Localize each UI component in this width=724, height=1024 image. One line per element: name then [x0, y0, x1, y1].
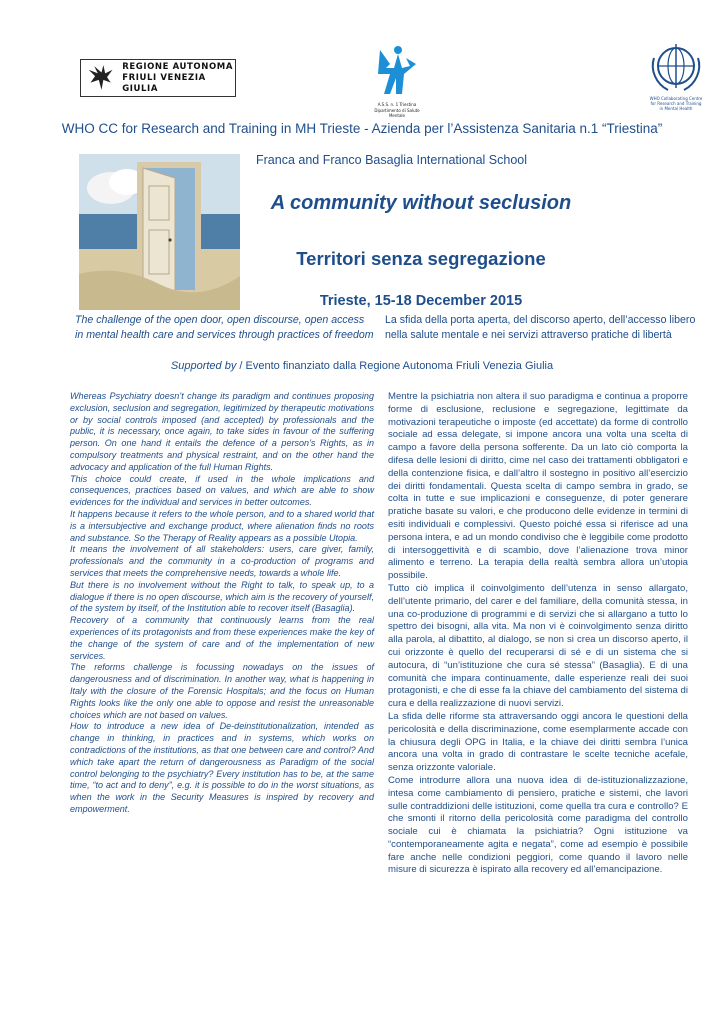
logo-right-caption-2: for Research and Training [650, 101, 702, 106]
supported-by-label: Supported by [170, 360, 237, 372]
who-logo [648, 40, 704, 120]
paragraph-en: The reforms challenge is focussing nowadays on the issues of dangerousness and of discrimination. In another way, what is happening in Italy with the closure of the Forensic Hospitals; and the focus on Human Rights looks like the only one able to oppose and resist the unreasonable choices which are not based on values. [70, 662, 374, 720]
logo-right-caption-3: in Mental Health [659, 106, 693, 111]
paragraph-it: Come introdurre allora una nuova idea di de-istituzionalizzazione, intesa come cambiamento di pensiero, pratiche e sistemi, che lavori sulle contraddizioni delle istituzioni, come quella tra cura e controllo? E che smonti il ritorno della pericolosità come paradigma del controllo sociale cui è chiamata la psichiatria? Ogni istituzione va “contemporaneamente agita e negata”, come ad esempio è possibile fare anche nelle condizioni peggiori, come quando il lavoro nelle misure di sicurezza è ispirato alla recovery ed all’emancipazione. [388, 774, 688, 876]
painting-image [79, 154, 240, 310]
subtitle-en: The challenge of the open door, open discourse, open access in mental health care and services through practices of freedom [75, 314, 374, 341]
body-column-it [388, 391, 688, 877]
who-emblem-icon [648, 40, 704, 94]
paragraph-en: It happens because it refers to the whole person, and to a shared world that is a intersubjective and exchange product, where alienation finds no roots and substance. So the Therapy of Reality appears as a possible Utopia. [70, 508, 374, 543]
regione-fvg-logo [80, 59, 236, 97]
logo-center-caption-2: Dipartimento di Salute Mentale [374, 108, 420, 118]
open-door-painting [79, 154, 240, 310]
event-title-en: A community without seclusion [270, 192, 572, 214]
eagle-icon [85, 61, 116, 95]
logo-center-caption-1: A.S.S. n. 1 Triestina [377, 102, 417, 107]
institution-header: WHO CC for Research and Training in MH Trieste - Azienda per l’Assistenza Sanitaria n.1 “Triestina” [61, 121, 663, 136]
supported-by-text: / Evento finanziato dalla Regione Autonoma Friuli Venezia Giulia [236, 360, 554, 372]
logo-left-line-1: REGIONE AUTONOMA [122, 61, 234, 72]
paragraph-en: Whereas Psychiatry doesn’t change its paradigm and continues proposing exclusion, seclusion and segregation, legitimized by therapeutic motivations or by social controls imposed (and accepted) by professionals and the public, it is necessary, once again, to take sides in favour of the suffering person. On one hand it entails the defence of a person’s Rights, as in compulsory treatments and physical restraint, and on the other hand the advocacy and application of the full Human Rights. [70, 391, 374, 472]
logo-right-caption-1: WHO Collaborating Centre [649, 96, 703, 101]
paragraph-it: La sfida delle riforme sta attraversando oggi ancora le questioni della pericolosità e della discriminazione, come esemplarmente accade con la chiusura degli OPG in Italia, e la chiave dei diritti sembra l’unica ancora una volta in grado di contrastare le scelte tecniche acefale, senza orizzonte valoriale. [388, 710, 688, 774]
paragraph-en: Recovery of a community that continuously learns from the real experiences of its protagonists and from these experiences make the key of the change of the system of care and of the implementation of new services. [70, 615, 374, 661]
paragraph-en: How to introduce a new idea of De-deinstitutionalization, intended as change in thinking, in practices and in systems, which works on contradictions of the institutions, as that one between care and control? And which take apart the return of dangerousness as Paradigm of the social control belonging to the psychiatry? Every institution has to be, at the same time, “to act and to deny”, e.g. it is possible to do in the worst situations, as when the work in the Security Measures is inspired by recovery and empowerment. [70, 721, 374, 814]
paragraph-en: But there is no involvement without the Right to talk, to speak up, to a dialogue if there is no open discourse, which aim is the recovery of yourself, of the system by itself, of the Institution able to recover itself (Basaglia). [70, 579, 374, 614]
paragraph-en: This choice could create, if used in the whole implications and consequences, practices based on values, and which are able to show evidences for the individual and services in better outcomes. [70, 473, 374, 508]
school-name: Franca and Franco Basaglia International School [256, 153, 527, 167]
running-figure-icon [366, 44, 428, 100]
event-title-it: Territori senza segregazione [296, 248, 546, 269]
supported-by-line [0, 360, 724, 372]
paragraph-it: Mentre la psichiatria non altera il suo paradigma e continua a proporre forme di esclusione, reclusione e segregazione, legittimate da motivazioni terapeutiche o imposte (ed accettate) da forme di controllo sociale ad essa delegate, si impone ancora una volta una scelta di campo a favore della persona sofferente. Da un lato ciò comporta la difesa delle lesioni di diritto, cime nel caso dei trattamenti obbligatori e della contenzione fisica, e dall’altro il sostegno in positivo all’esercizio dei diritti fondamentali. Questa scelta di campo sembra in grado, se colta in tutte e sue implicazioni e conseguenze, di poter generare pratiche basate su valori, e che producono delle evidenze in termini di esiti individuali e complessivi. Questo poiché essa si riferisce ad una persona intera, e ad un mondo condiviso che è leggibile come prodotto di intersoggettività e di scambio, dove l’alienazione trova minor alimento e terreno. La terapia della realtà sembra allora un’utopia possibile. [388, 391, 688, 582]
event-dates: Trieste, 15-18 December 2015 [319, 293, 523, 309]
subtitle-it: La sfida della porta aperta, del discorso aperto, dell’accesso libero nella salute mentale e nei servizi attraverso pratiche di libertà [385, 314, 696, 341]
paragraph-it: Tutto ciò implica il coinvolgimento dell’utenza in senso allargato, dell’utente primario, del carer e del familiare, della comunità stessa, in una co-produzione di programmi e di servizi che si allargano a tutto lo spettro dei bisogni, alla vita. Ma non vi è coinvolgimento senza diritto alla parola, al dibattito, al dialogo, se non si crea un discorso aperto, il cui orizzonte è quello del recuperarsi di sé e di un sistema che si autocura, di “un’istituzione che cura sé stessa” (Basaglia). E di una comunità che impara continuamente, dalle esperienze reali dei suoi protagonisti, e che di esse fa la chiave del cambiamento del sistema di cura e della realizzazione di nuovi servizi. [388, 582, 688, 710]
ass-triestina-logo [366, 44, 428, 116]
logo-left-line-2: FRIULI VENEZIA GIULIA [122, 72, 206, 94]
body-column-en [70, 391, 374, 816]
paragraph-en: It means the involvement of all stakeholders: users, care giver, family, professionals and the community in a co-production of programs and services that meets the comprehensive needs, towards a whole life. [70, 544, 374, 578]
